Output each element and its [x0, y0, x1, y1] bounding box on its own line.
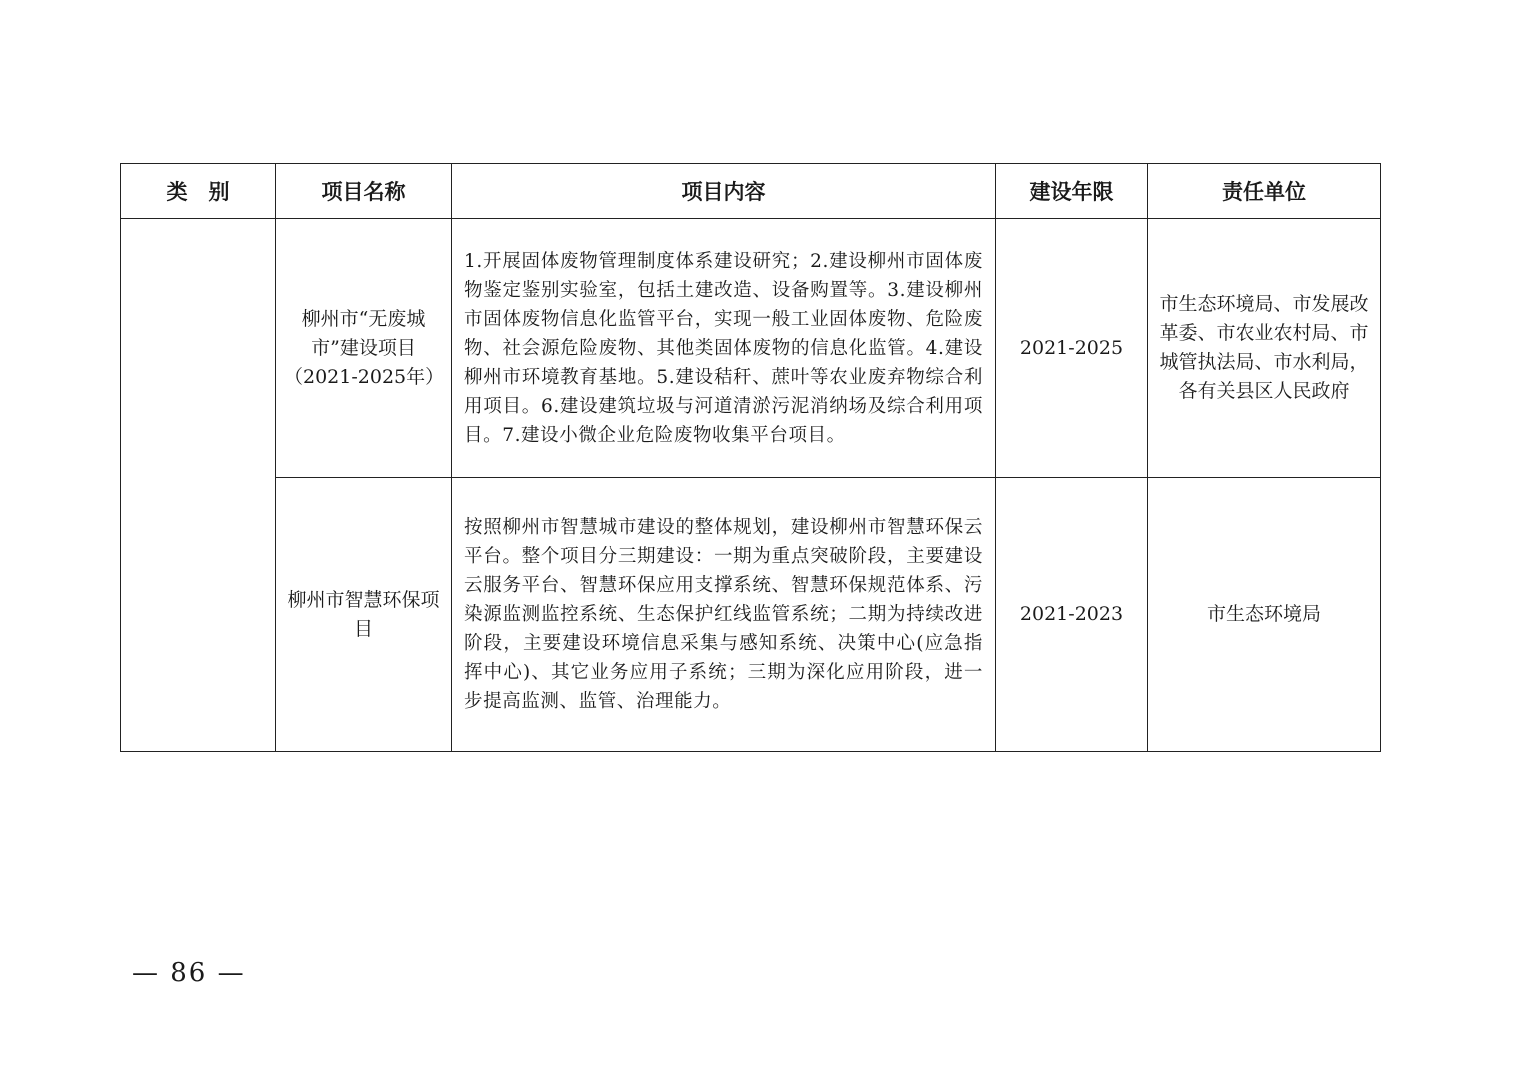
header-project-name: 项目名称: [276, 164, 452, 219]
project-content-cell: 1.开展固体废物管理制度体系建设研究；2.建设柳州市固体废物鉴定鉴别实验室，包括土建改造、设备购置等。3.建设柳州市固体废物信息化监管平台，实现一般工业固体废物、危险废物、社会源危险废物、其他类固体废物的信息化监管。4.建设柳州市环境教育基地。5.建设秸秆、蔗叶等农业废弃物综合利用项目。6.建设建筑垃圾与河道清淤污泥消纳场及综合利用项目。7.建设小微企业危险废物收集平台项目。: [452, 219, 996, 478]
header-construction-period: 建设年限: [996, 164, 1148, 219]
construction-period-cell: 2021-2025: [996, 219, 1148, 478]
table-row: [121, 478, 1381, 752]
header-project-content: 项目内容: [452, 164, 996, 219]
header-responsible-unit: 责任单位: [1148, 164, 1381, 219]
table-header-row: [121, 164, 1381, 219]
responsible-unit-cell: 市生态环境局: [1148, 478, 1381, 752]
project-content-cell: 按照柳州市智慧城市建设的整体规划，建设柳州市智慧环保云平台。整个项目分三期建设：一期为重点突破阶段，主要建设云服务平台、智慧环保应用支撑系统、智慧环保规范体系、污染源监测监控系统、生态保护红线监管系统；二期为持续改进阶段，主要建设环境信息采集与感知系统、决策中心(应急指挥中心)、其它业务应用子系统；三期为深化应用阶段，进一步提高监测、监管、治理能力。: [452, 478, 996, 752]
page-number: — 86 —: [132, 958, 246, 988]
construction-period-cell: 2021-2023: [996, 478, 1148, 752]
category-cell: [121, 219, 276, 752]
projects-table: [120, 163, 1381, 752]
header-category: 类 别: [121, 164, 276, 219]
project-name-cell: 柳州市“无废城市”建设项目（2021-2025年）: [276, 219, 452, 478]
responsible-unit-cell: 市生态环境局、市发展改革委、市农业农村局、市城管执法局、市水利局，各有关县区人民政府: [1148, 219, 1381, 478]
table-row: [121, 219, 1381, 478]
project-name-cell: 柳州市智慧环保项目: [276, 478, 452, 752]
